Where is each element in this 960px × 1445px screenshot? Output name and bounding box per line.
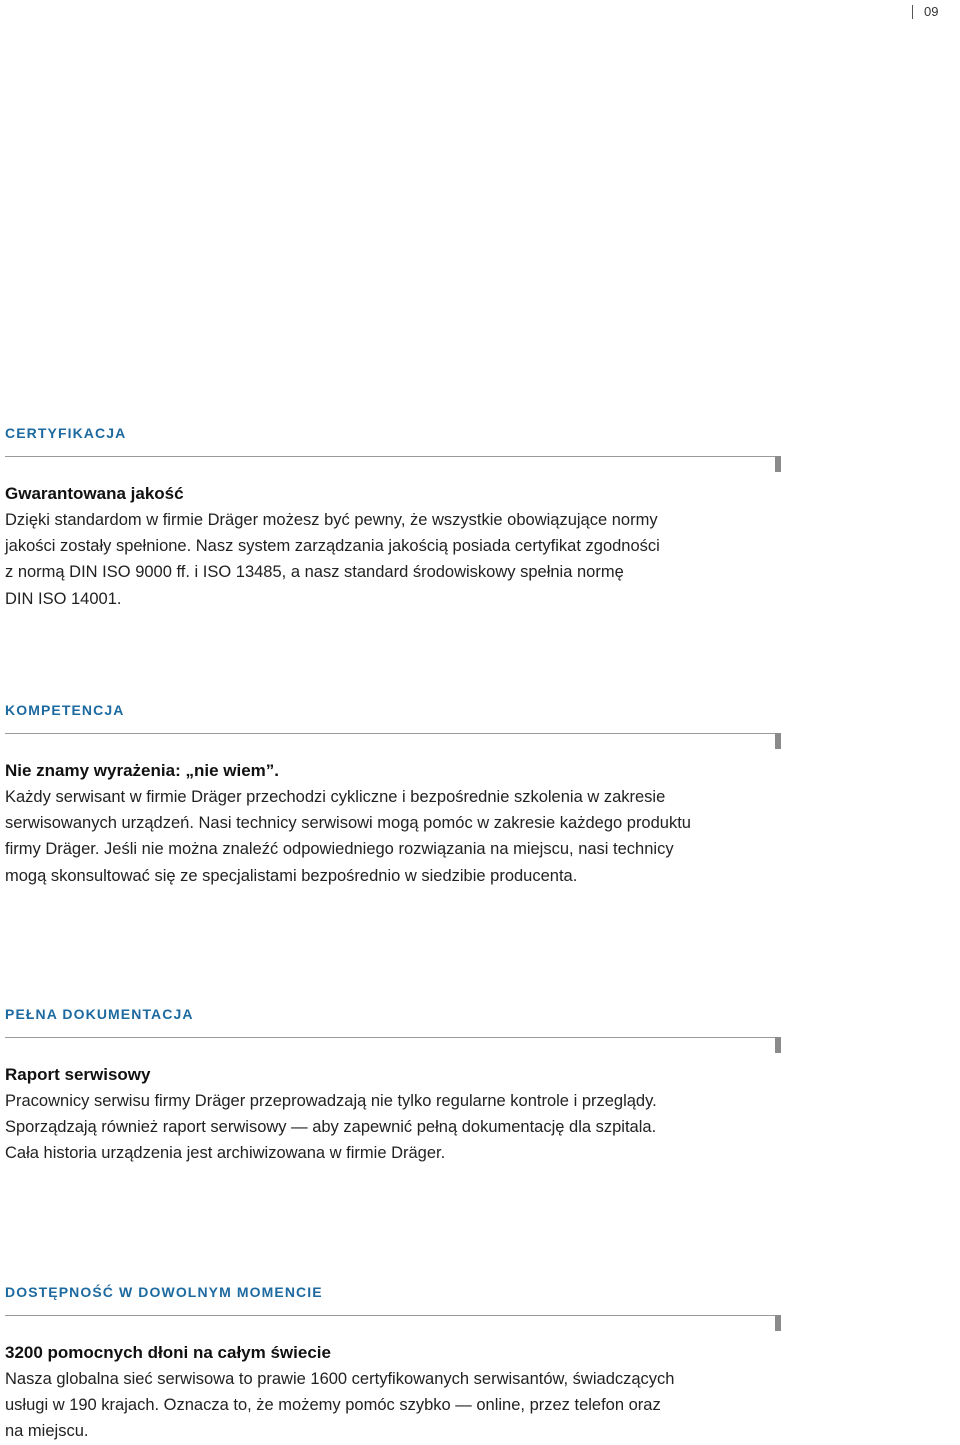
- section-pelna-dokumentacja: [5, 1005, 781, 1167]
- body-line: DIN ISO 14001.: [5, 589, 122, 608]
- body-line: Dzięki standardom w firmie Dräger możesz być pewny, że wszystkie obowiązujące normy: [5, 511, 658, 529]
- section-kicker: PEŁNA DOKUMENTACJA: [5, 1006, 194, 1022]
- section-body: [5, 784, 765, 889]
- body-line: na miejscu.: [5, 1422, 89, 1441]
- section-rule: [5, 1037, 781, 1047]
- section-dostepnosc: [5, 1283, 781, 1445]
- section-kicker: KOMPETENCJA: [5, 702, 125, 718]
- page-number-divider: [912, 5, 913, 19]
- body-line: firmy Dräger. Jeśli nie można znaleźć odpowiedniego rozwiązania na miejscu, nasi technicy: [5, 840, 674, 859]
- body-line: Każdy serwisant w firmie Dräger przechodzi cykliczne i bezpośrednie szkolenia w zakresie: [5, 788, 666, 806]
- section-kompetencja: [5, 701, 781, 889]
- section-kicker: CERTYFIKACJA: [5, 425, 127, 441]
- body-line: usługi w 190 krajach. Oznacza to, że możemy pomóc szybko — online, przez telefon oraz: [5, 1396, 661, 1415]
- body-line: jakości zostały spełnione. Nasz system zarządzania jakością posiada certyfikat zgodności: [5, 537, 660, 556]
- section-body: [5, 1366, 765, 1445]
- section-body: [5, 1088, 765, 1167]
- body-line: Pracownicy serwisu firmy Dräger przeprowadzają nie tylko regularne kontrole i przeglądy.: [5, 1092, 657, 1110]
- body-line: Sporządzają również raport serwisowy — aby zapewnić pełną dokumentację dla szpitala.: [5, 1118, 657, 1137]
- body-line: Nasza globalna sieć serwisowa to prawie 1600 certyfikowanych serwisantów, świadczących: [5, 1370, 675, 1388]
- section-heading: Nie znamy wyrażenia: „nie wiem”.: [5, 761, 279, 780]
- section-kicker: DOSTĘPNOŚĆ W DOWOLNYM MOMENCIE: [5, 1284, 323, 1300]
- page-number-text: 09: [924, 4, 939, 19]
- section-rule: [5, 456, 781, 466]
- body-line: z normą DIN ISO 9000 ff. i ISO 13485, a nasz standard środowiskowy spełnia normę: [5, 563, 624, 582]
- body-line: mogą skonsultować się ze specjalistami bezpośrednio w siedzibie producenta.: [5, 866, 578, 885]
- section-heading: 3200 pomocnych dłoni na całym świecie: [5, 1343, 331, 1362]
- section-heading: Raport serwisowy: [5, 1065, 151, 1084]
- section-heading: Gwarantowana jakość: [5, 484, 184, 503]
- section-body: [5, 507, 765, 612]
- section-rule: [5, 1315, 781, 1325]
- section-certyfikacja: [5, 424, 781, 612]
- body-line: Cała historia urządzenia jest archiwizowana w firmie Dräger.: [5, 1144, 446, 1163]
- body-line: serwisowanych urządzeń. Nasi technicy serwisowi mogą pomóc w zakresie każdego produktu: [5, 814, 691, 833]
- section-rule: [5, 733, 781, 743]
